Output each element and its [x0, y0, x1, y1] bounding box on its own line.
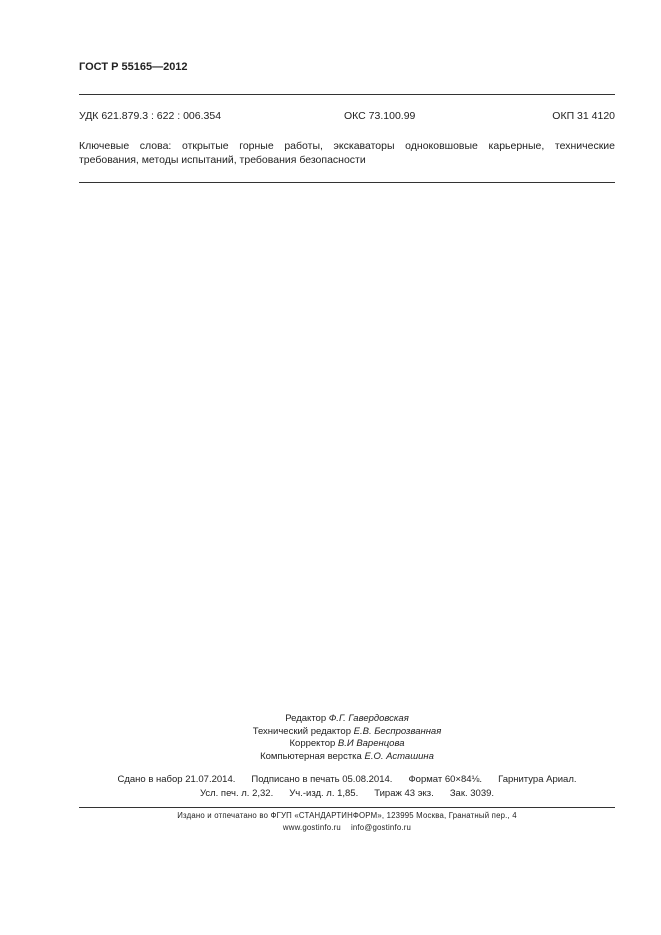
credit-corrector-label: Корректор — [289, 738, 336, 749]
credit-editor — [79, 713, 615, 726]
credit-layout-label: Компьютерная верстка — [260, 750, 362, 762]
okp-code: ОКП 31 4120 — [552, 110, 615, 122]
print-run: Тираж 43 экз. — [374, 787, 434, 799]
credit-editor-name: Ф.Г. Гавердовская — [328, 713, 409, 724]
udk-code: УДК 621.879.3 : 622 : 006.354 — [79, 110, 222, 122]
credit-layout — [79, 751, 615, 764]
credit-editor-label: Редактор — [285, 713, 327, 724]
top-divider — [79, 94, 615, 95]
print-order: Зак. 3039. — [449, 787, 495, 799]
print-sheets: Усл. печ. л. 2,32. — [199, 787, 274, 799]
credit-tech-editor — [79, 726, 615, 739]
print-pub-sheets: Уч.-изд. л. 1,85. — [289, 787, 359, 799]
standard-number: ГОСТ Р 55165—2012 — [79, 61, 188, 73]
print-typeface: Гарнитура Ариал. — [498, 774, 577, 785]
credit-corrector-name: В.И Варенцова — [337, 738, 405, 749]
credit-tech-editor-name: Е.В. Беспрозванная — [353, 725, 442, 737]
keywords-divider — [79, 182, 615, 183]
bottom-divider — [79, 807, 615, 808]
publisher-contacts — [79, 822, 615, 834]
credit-corrector — [79, 738, 615, 751]
print-submitted: Сдано в набор 21.07.2014. — [117, 774, 236, 785]
credits-block — [79, 713, 615, 763]
publisher-website: www.gostinfo.ru — [282, 823, 341, 832]
credit-layout-name: Е.О. Асташина — [364, 750, 434, 762]
publisher-email: info@gostinfo.ru — [350, 823, 412, 832]
credit-tech-editor-label: Технический редактор — [252, 725, 351, 737]
publisher-line: Издано и отпечатано во ФГУП «СТАНДАРТИНФОРМ», 123995 Москва, Гранатный пер., 4 — [177, 811, 517, 820]
print-info — [79, 773, 615, 800]
print-info-line-1 — [79, 773, 615, 787]
print-signed: Подписано в печать 05.08.2014. — [251, 774, 393, 785]
print-info-line-2 — [79, 787, 615, 801]
print-format: Формат 60×84⅛. — [408, 774, 483, 785]
keywords-text: Ключевые слова: открытые горные работы, экскаваторы одноковшовые карьерные, технические требования, методы испытаний, требования безопасности — [79, 140, 615, 166]
publisher-block — [79, 810, 615, 834]
oks-code: ОКС 73.100.99 — [344, 110, 416, 122]
